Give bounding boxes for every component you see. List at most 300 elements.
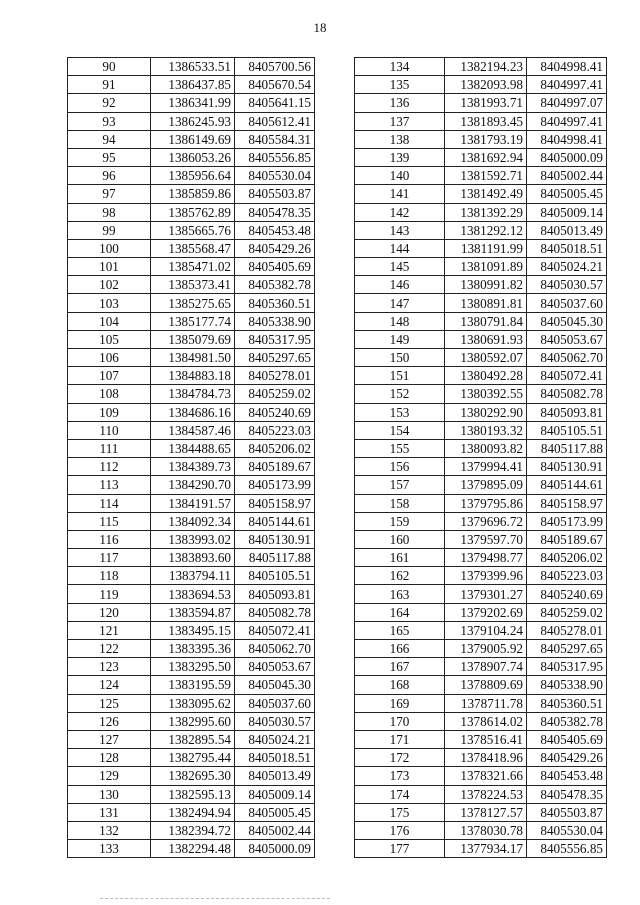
- x-coordinate-cell: 1379301.27: [445, 585, 527, 603]
- x-coordinate-cell: 1383395.36: [151, 640, 235, 658]
- point-number-cell: 128: [68, 749, 151, 767]
- point-number-cell: 138: [355, 130, 445, 148]
- y-coordinate-cell: 8405173.99: [235, 476, 315, 494]
- y-coordinate-cell: 8404997.07: [527, 94, 607, 112]
- table-row: [355, 203, 607, 221]
- table-row: [355, 549, 607, 567]
- y-coordinate-cell: 8405093.81: [235, 585, 315, 603]
- table-row: [355, 785, 607, 803]
- y-coordinate-cell: 8405338.90: [235, 312, 315, 330]
- x-coordinate-cell: 1381692.94: [445, 148, 527, 166]
- table-row: [68, 767, 315, 785]
- x-coordinate-cell: 1386053.26: [151, 148, 235, 166]
- y-coordinate-cell: 8405002.44: [235, 821, 315, 839]
- table-row: [355, 476, 607, 494]
- point-number-cell: 99: [68, 221, 151, 239]
- x-coordinate-cell: 1379994.41: [445, 458, 527, 476]
- x-coordinate-cell: 1380093.82: [445, 439, 527, 457]
- y-coordinate-cell: 8405478.35: [235, 203, 315, 221]
- table-row: [355, 294, 607, 312]
- x-coordinate-cell: 1383694.53: [151, 585, 235, 603]
- y-coordinate-cell: 8405612.41: [235, 112, 315, 130]
- point-number-cell: 145: [355, 258, 445, 276]
- table-row: [68, 221, 315, 239]
- point-number-cell: 114: [68, 494, 151, 512]
- table-row: [68, 203, 315, 221]
- y-coordinate-cell: 8405584.31: [235, 130, 315, 148]
- x-coordinate-cell: 1380292.90: [445, 403, 527, 421]
- y-coordinate-cell: 8405317.95: [527, 658, 607, 676]
- y-coordinate-cell: 8405005.45: [527, 185, 607, 203]
- point-number-cell: 174: [355, 785, 445, 803]
- table-row: [355, 167, 607, 185]
- point-number-cell: 123: [68, 658, 151, 676]
- table-row: [355, 840, 607, 858]
- x-coordinate-cell: 1382795.44: [151, 749, 235, 767]
- point-number-cell: 93: [68, 112, 151, 130]
- point-number-cell: 172: [355, 749, 445, 767]
- x-coordinate-cell: 1381793.19: [445, 130, 527, 148]
- y-coordinate-cell: 8405223.03: [235, 421, 315, 439]
- y-coordinate-cell: 8405360.51: [235, 294, 315, 312]
- table-row: [355, 658, 607, 676]
- x-coordinate-cell: 1384290.70: [151, 476, 235, 494]
- y-coordinate-cell: 8405530.04: [235, 167, 315, 185]
- table-row: [355, 694, 607, 712]
- point-number-cell: 170: [355, 712, 445, 730]
- y-coordinate-cell: 8405158.97: [527, 494, 607, 512]
- x-coordinate-cell: 1384389.73: [151, 458, 235, 476]
- point-number-cell: 176: [355, 821, 445, 839]
- y-coordinate-cell: 8405382.78: [527, 712, 607, 730]
- table-row: [355, 330, 607, 348]
- y-coordinate-cell: 8405670.54: [235, 76, 315, 94]
- point-number-cell: 95: [68, 148, 151, 166]
- table-row: [68, 258, 315, 276]
- y-coordinate-cell: 8404997.41: [527, 76, 607, 94]
- point-number-cell: 115: [68, 512, 151, 530]
- table-row: [68, 385, 315, 403]
- y-coordinate-cell: 8405429.26: [235, 239, 315, 257]
- table-row: [68, 840, 315, 858]
- point-number-cell: 173: [355, 767, 445, 785]
- y-coordinate-cell: 8405189.67: [235, 458, 315, 476]
- table-row: [355, 185, 607, 203]
- y-coordinate-cell: 8405503.87: [527, 803, 607, 821]
- y-coordinate-cell: 8405453.48: [235, 221, 315, 239]
- y-coordinate-cell: 8405338.90: [527, 676, 607, 694]
- x-coordinate-cell: 1381993.71: [445, 94, 527, 112]
- point-number-cell: 140: [355, 167, 445, 185]
- point-number-cell: 127: [68, 730, 151, 748]
- table-row: [68, 58, 315, 76]
- x-coordinate-cell: 1379696.72: [445, 512, 527, 530]
- point-number-cell: 109: [68, 403, 151, 421]
- y-coordinate-cell: 8405556.85: [235, 148, 315, 166]
- x-coordinate-cell: 1378614.02: [445, 712, 527, 730]
- point-number-cell: 124: [68, 676, 151, 694]
- y-coordinate-cell: 8405556.85: [527, 840, 607, 858]
- y-coordinate-cell: 8405093.81: [527, 403, 607, 421]
- y-coordinate-cell: 8405144.61: [527, 476, 607, 494]
- table-row: [68, 512, 315, 530]
- table-row: [355, 767, 607, 785]
- table-row: [355, 148, 607, 166]
- point-number-cell: 97: [68, 185, 151, 203]
- x-coordinate-cell: 1382394.72: [151, 821, 235, 839]
- point-number-cell: 137: [355, 112, 445, 130]
- x-coordinate-cell: 1381091.89: [445, 258, 527, 276]
- x-coordinate-cell: 1385471.02: [151, 258, 235, 276]
- point-number-cell: 158: [355, 494, 445, 512]
- x-coordinate-cell: 1385665.76: [151, 221, 235, 239]
- y-coordinate-cell: 8405503.87: [235, 185, 315, 203]
- table-row: [355, 585, 607, 603]
- coordinates-table-right: [354, 57, 607, 858]
- table-row: [355, 367, 607, 385]
- point-number-cell: 139: [355, 148, 445, 166]
- y-coordinate-cell: 8405062.70: [527, 349, 607, 367]
- point-number-cell: 105: [68, 330, 151, 348]
- table-row: [355, 803, 607, 821]
- x-coordinate-cell: 1378809.69: [445, 676, 527, 694]
- table-row: [68, 730, 315, 748]
- point-number-cell: 126: [68, 712, 151, 730]
- x-coordinate-cell: 1386437.85: [151, 76, 235, 94]
- y-coordinate-cell: 8405002.44: [527, 167, 607, 185]
- x-coordinate-cell: 1380991.82: [445, 276, 527, 294]
- y-coordinate-cell: 8405259.02: [527, 603, 607, 621]
- table-row: [355, 385, 607, 403]
- y-coordinate-cell: 8405206.02: [527, 549, 607, 567]
- x-coordinate-cell: 1384092.34: [151, 512, 235, 530]
- y-coordinate-cell: 8405382.78: [235, 276, 315, 294]
- table-row: [68, 367, 315, 385]
- point-number-cell: 152: [355, 385, 445, 403]
- y-coordinate-cell: 8405018.51: [235, 749, 315, 767]
- table-row: [68, 458, 315, 476]
- point-number-cell: 168: [355, 676, 445, 694]
- y-coordinate-cell: 8405037.60: [235, 694, 315, 712]
- x-coordinate-cell: 1381191.99: [445, 239, 527, 257]
- y-coordinate-cell: 8405005.45: [235, 803, 315, 821]
- point-number-cell: 133: [68, 840, 151, 858]
- table-row: [68, 785, 315, 803]
- table-row: [355, 821, 607, 839]
- point-number-cell: 113: [68, 476, 151, 494]
- y-coordinate-cell: 8405024.21: [235, 730, 315, 748]
- table-row: [68, 585, 315, 603]
- x-coordinate-cell: 1383794.11: [151, 567, 235, 585]
- x-coordinate-cell: 1385275.65: [151, 294, 235, 312]
- point-number-cell: 112: [68, 458, 151, 476]
- y-coordinate-cell: 8405117.88: [527, 439, 607, 457]
- y-coordinate-cell: 8405297.65: [527, 640, 607, 658]
- point-number-cell: 130: [68, 785, 151, 803]
- table-row: [68, 130, 315, 148]
- y-coordinate-cell: 8405317.95: [235, 330, 315, 348]
- table-row: [68, 403, 315, 421]
- table-row: [68, 312, 315, 330]
- point-number-cell: 143: [355, 221, 445, 239]
- x-coordinate-cell: 1385373.41: [151, 276, 235, 294]
- point-number-cell: 148: [355, 312, 445, 330]
- x-coordinate-cell: 1378224.53: [445, 785, 527, 803]
- y-coordinate-cell: 8405405.69: [235, 258, 315, 276]
- x-coordinate-cell: 1382895.54: [151, 730, 235, 748]
- y-coordinate-cell: 8405206.02: [235, 439, 315, 457]
- x-coordinate-cell: 1378711.78: [445, 694, 527, 712]
- x-coordinate-cell: 1377934.17: [445, 840, 527, 858]
- point-number-cell: 146: [355, 276, 445, 294]
- point-number-cell: 103: [68, 294, 151, 312]
- point-number-cell: 110: [68, 421, 151, 439]
- point-number-cell: 169: [355, 694, 445, 712]
- table-row: [355, 676, 607, 694]
- table-row: [68, 276, 315, 294]
- y-coordinate-cell: 8405013.49: [235, 767, 315, 785]
- point-number-cell: 120: [68, 603, 151, 621]
- table-row: [355, 530, 607, 548]
- x-coordinate-cell: 1384784.73: [151, 385, 235, 403]
- table-row: [68, 94, 315, 112]
- point-number-cell: 167: [355, 658, 445, 676]
- y-coordinate-cell: 8405453.48: [527, 767, 607, 785]
- point-number-cell: 135: [355, 76, 445, 94]
- y-coordinate-cell: 8405130.91: [235, 530, 315, 548]
- table-row: [68, 640, 315, 658]
- point-number-cell: 117: [68, 549, 151, 567]
- table-row: [68, 694, 315, 712]
- point-number-cell: 150: [355, 349, 445, 367]
- y-coordinate-cell: 8405024.21: [527, 258, 607, 276]
- y-coordinate-cell: 8405240.69: [235, 403, 315, 421]
- point-number-cell: 107: [68, 367, 151, 385]
- table-row: [355, 58, 607, 76]
- x-coordinate-cell: 1384191.57: [151, 494, 235, 512]
- y-coordinate-cell: 8405082.78: [235, 603, 315, 621]
- x-coordinate-cell: 1380791.84: [445, 312, 527, 330]
- table-row: [68, 603, 315, 621]
- table-row: [68, 494, 315, 512]
- y-coordinate-cell: 8405045.30: [527, 312, 607, 330]
- table-row: [355, 621, 607, 639]
- table-row: [68, 421, 315, 439]
- table-row: [355, 403, 607, 421]
- table-row: [355, 312, 607, 330]
- table-row: [68, 76, 315, 94]
- table-row: [68, 349, 315, 367]
- table-row: [355, 439, 607, 457]
- point-number-cell: 100: [68, 239, 151, 257]
- x-coordinate-cell: 1385177.74: [151, 312, 235, 330]
- point-number-cell: 175: [355, 803, 445, 821]
- table-row: [68, 294, 315, 312]
- x-coordinate-cell: 1384883.18: [151, 367, 235, 385]
- x-coordinate-cell: 1384488.65: [151, 439, 235, 457]
- point-number-cell: 111: [68, 439, 151, 457]
- x-coordinate-cell: 1386149.69: [151, 130, 235, 148]
- y-coordinate-cell: 8405072.41: [527, 367, 607, 385]
- x-coordinate-cell: 1381893.45: [445, 112, 527, 130]
- point-number-cell: 136: [355, 94, 445, 112]
- y-coordinate-cell: 8405072.41: [235, 621, 315, 639]
- y-coordinate-cell: 8405478.35: [527, 785, 607, 803]
- point-number-cell: 116: [68, 530, 151, 548]
- y-coordinate-cell: 8405278.01: [527, 621, 607, 639]
- x-coordinate-cell: 1379597.70: [445, 530, 527, 548]
- x-coordinate-cell: 1379202.69: [445, 603, 527, 621]
- table-row: [68, 621, 315, 639]
- point-number-cell: 94: [68, 130, 151, 148]
- point-number-cell: 141: [355, 185, 445, 203]
- table-row: [68, 658, 315, 676]
- y-coordinate-cell: 8405360.51: [527, 694, 607, 712]
- y-coordinate-cell: 8405030.57: [235, 712, 315, 730]
- point-number-cell: 129: [68, 767, 151, 785]
- x-coordinate-cell: 1380691.93: [445, 330, 527, 348]
- table-row: [355, 349, 607, 367]
- y-coordinate-cell: 8405223.03: [527, 567, 607, 585]
- x-coordinate-cell: 1386341.99: [151, 94, 235, 112]
- y-coordinate-cell: 8405045.30: [235, 676, 315, 694]
- y-coordinate-cell: 8405144.61: [235, 512, 315, 530]
- point-number-cell: 155: [355, 439, 445, 457]
- x-coordinate-cell: 1378907.74: [445, 658, 527, 676]
- y-coordinate-cell: 8404997.41: [527, 112, 607, 130]
- page-number: 18: [313, 20, 327, 35]
- x-coordinate-cell: 1380392.55: [445, 385, 527, 403]
- point-number-cell: 92: [68, 94, 151, 112]
- point-number-cell: 162: [355, 567, 445, 585]
- y-coordinate-cell: 8405158.97: [235, 494, 315, 512]
- table-row: [355, 458, 607, 476]
- point-number-cell: 153: [355, 403, 445, 421]
- x-coordinate-cell: 1385762.89: [151, 203, 235, 221]
- x-coordinate-cell: 1385568.47: [151, 239, 235, 257]
- table-row: [355, 749, 607, 767]
- point-number-cell: 132: [68, 821, 151, 839]
- y-coordinate-cell: 8405105.51: [527, 421, 607, 439]
- coordinates-table-left: [67, 57, 315, 858]
- point-number-cell: 101: [68, 258, 151, 276]
- table-row: [355, 512, 607, 530]
- x-coordinate-cell: 1378030.78: [445, 821, 527, 839]
- point-number-cell: 91: [68, 76, 151, 94]
- table-row: [355, 221, 607, 239]
- x-coordinate-cell: 1383495.15: [151, 621, 235, 639]
- x-coordinate-cell: 1379498.77: [445, 549, 527, 567]
- point-number-cell: 164: [355, 603, 445, 621]
- y-coordinate-cell: 8405030.57: [527, 276, 607, 294]
- point-number-cell: 121: [68, 621, 151, 639]
- point-number-cell: 122: [68, 640, 151, 658]
- y-coordinate-cell: 8405259.02: [235, 385, 315, 403]
- table-row: [68, 476, 315, 494]
- point-number-cell: 142: [355, 203, 445, 221]
- table-row: [68, 330, 315, 348]
- y-coordinate-cell: 8405105.51: [235, 567, 315, 585]
- x-coordinate-cell: 1382494.94: [151, 803, 235, 821]
- x-coordinate-cell: 1381492.49: [445, 185, 527, 203]
- x-coordinate-cell: 1383295.50: [151, 658, 235, 676]
- x-coordinate-cell: 1379399.96: [445, 567, 527, 585]
- x-coordinate-cell: 1379005.92: [445, 640, 527, 658]
- point-number-cell: 108: [68, 385, 151, 403]
- x-coordinate-cell: 1385859.86: [151, 185, 235, 203]
- x-coordinate-cell: 1379104.24: [445, 621, 527, 639]
- table-row: [355, 258, 607, 276]
- x-coordinate-cell: 1382995.60: [151, 712, 235, 730]
- x-coordinate-cell: 1383893.60: [151, 549, 235, 567]
- point-number-cell: 147: [355, 294, 445, 312]
- table-row: [68, 239, 315, 257]
- point-number-cell: 165: [355, 621, 445, 639]
- table-row: [355, 130, 607, 148]
- x-coordinate-cell: 1384981.50: [151, 349, 235, 367]
- x-coordinate-cell: 1383993.02: [151, 530, 235, 548]
- y-coordinate-cell: 8405053.67: [235, 658, 315, 676]
- point-number-cell: 134: [355, 58, 445, 76]
- point-number-cell: 144: [355, 239, 445, 257]
- x-coordinate-cell: 1386533.51: [151, 58, 235, 76]
- x-coordinate-cell: 1383195.59: [151, 676, 235, 694]
- table-row: [355, 640, 607, 658]
- point-number-cell: 177: [355, 840, 445, 858]
- table-row: [355, 276, 607, 294]
- x-coordinate-cell: 1380193.32: [445, 421, 527, 439]
- point-number-cell: 160: [355, 530, 445, 548]
- y-coordinate-cell: 8404998.41: [527, 130, 607, 148]
- point-number-cell: 104: [68, 312, 151, 330]
- x-coordinate-cell: 1378127.57: [445, 803, 527, 821]
- y-coordinate-cell: 8405082.78: [527, 385, 607, 403]
- point-number-cell: 118: [68, 567, 151, 585]
- table-row: [355, 494, 607, 512]
- x-coordinate-cell: 1379795.86: [445, 494, 527, 512]
- y-coordinate-cell: 8405013.49: [527, 221, 607, 239]
- table-row: [68, 676, 315, 694]
- x-coordinate-cell: 1386245.93: [151, 112, 235, 130]
- point-number-cell: 156: [355, 458, 445, 476]
- point-number-cell: 157: [355, 476, 445, 494]
- y-coordinate-cell: 8405009.14: [527, 203, 607, 221]
- x-coordinate-cell: 1381392.29: [445, 203, 527, 221]
- table-row: [68, 439, 315, 457]
- table-row: [68, 821, 315, 839]
- table-row: [355, 730, 607, 748]
- y-coordinate-cell: 8405405.69: [527, 730, 607, 748]
- y-coordinate-cell: 8405000.09: [527, 148, 607, 166]
- table-row: [68, 530, 315, 548]
- table-row: [355, 239, 607, 257]
- x-coordinate-cell: 1384686.16: [151, 403, 235, 421]
- point-number-cell: 96: [68, 167, 151, 185]
- point-number-cell: 171: [355, 730, 445, 748]
- x-coordinate-cell: 1379895.09: [445, 476, 527, 494]
- table-row: [355, 712, 607, 730]
- table-row: [68, 112, 315, 130]
- y-coordinate-cell: 8405009.14: [235, 785, 315, 803]
- y-coordinate-cell: 8405062.70: [235, 640, 315, 658]
- table-row: [68, 749, 315, 767]
- x-coordinate-cell: 1385956.64: [151, 167, 235, 185]
- x-coordinate-cell: 1383594.87: [151, 603, 235, 621]
- y-coordinate-cell: 8405278.01: [235, 367, 315, 385]
- y-coordinate-cell: 8405189.67: [527, 530, 607, 548]
- x-coordinate-cell: 1380891.81: [445, 294, 527, 312]
- point-number-cell: 90: [68, 58, 151, 76]
